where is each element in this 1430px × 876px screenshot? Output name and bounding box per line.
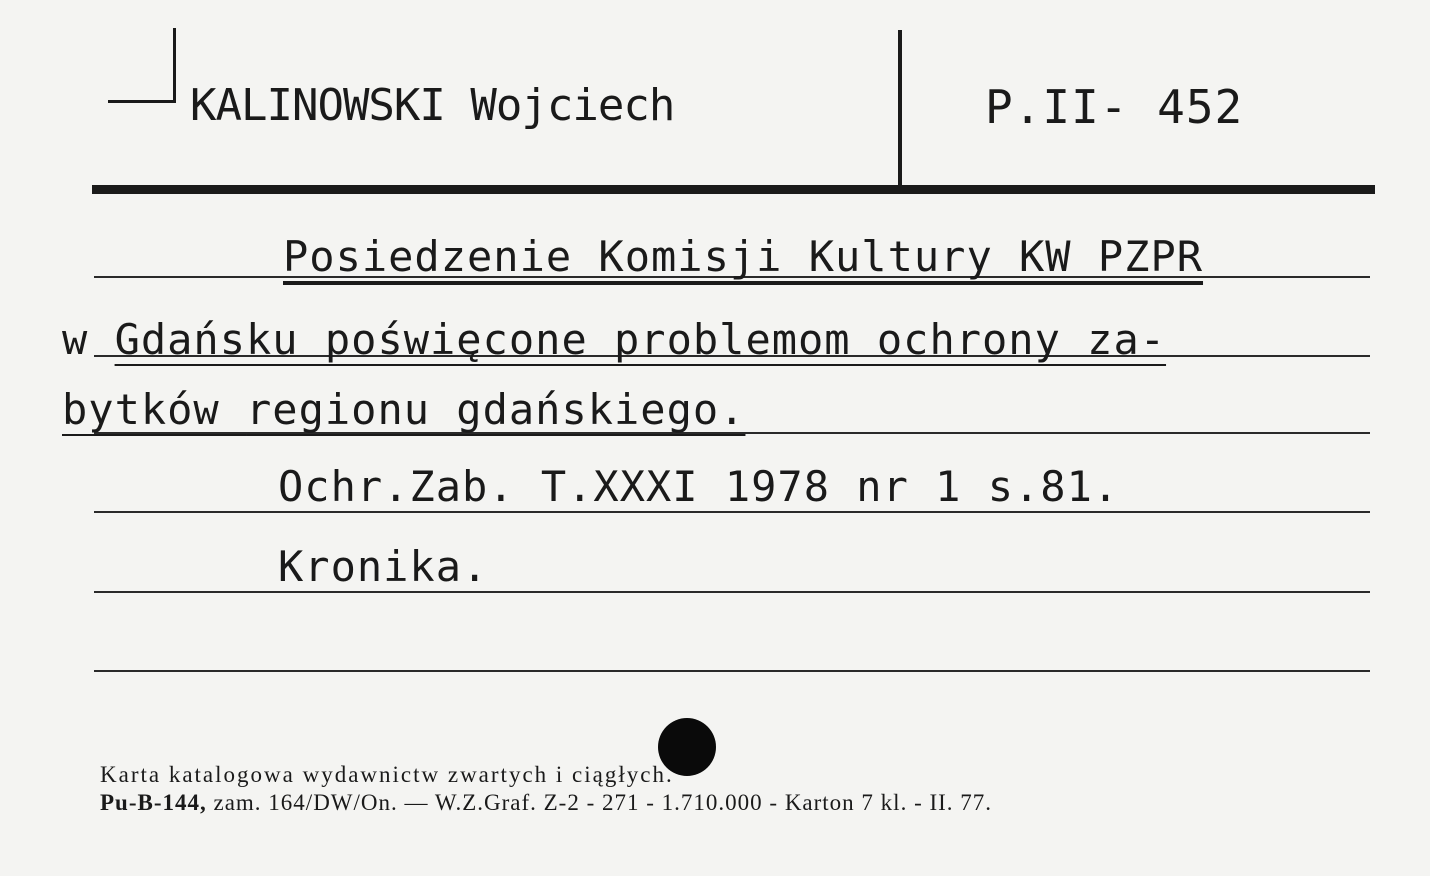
corner-mark-horizontal: [108, 100, 176, 103]
ruled-line: [94, 670, 1370, 672]
footer-card-type: Karta katalogowa wydawnictw zwartych i ciągłych.: [100, 762, 674, 787]
author-heading: KALINOWSKI Wojciech: [190, 80, 675, 131]
footer-print-info: [100, 790, 992, 816]
title-line-3-prefix: bytków: [62, 385, 247, 434]
ruled-line: [94, 591, 1370, 593]
footer-print-details: zam. 164/DW/On. — W.Z.Graf. Z-2 - 271 - 1.710.000 - Karton 7 kl. - II. 77.: [206, 790, 993, 815]
header-divider: [898, 30, 902, 188]
section-label: Kronika.: [278, 542, 489, 591]
source-citation: Ochr.Zab. T.XXXI 1978 nr 1 s.81.: [278, 462, 1120, 511]
title-line-2-prefix: w: [62, 315, 115, 364]
shelf-mark: P.II- 452: [985, 80, 1244, 134]
corner-mark-vertical: [173, 28, 176, 102]
footer-print-code: Pu-B-144,: [100, 790, 207, 815]
title-line-3-text: regionu gdańskiego.: [246, 385, 746, 434]
title-line-2: [62, 315, 1166, 364]
title-line-1: Posiedzenie Komisji Kultury KW PZPR: [283, 232, 1204, 281]
title-line-3: [62, 385, 745, 434]
title-line-2-text: Gdańsku poświęcone problemom ochrony za-: [114, 315, 1167, 364]
header-rule: [92, 185, 1375, 194]
ruled-line: [94, 511, 1370, 513]
